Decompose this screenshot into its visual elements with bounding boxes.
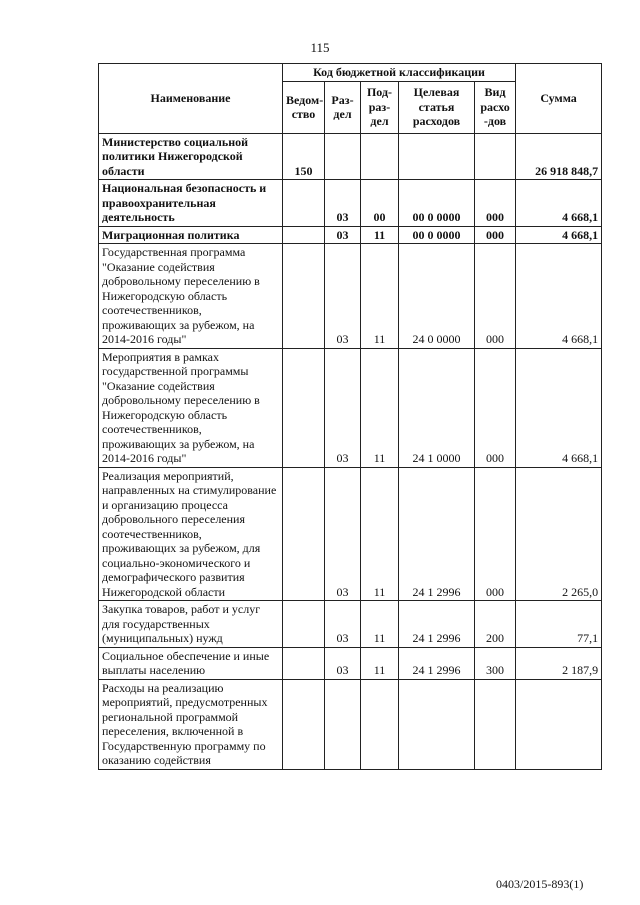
header-statya: Целевая статья расходов	[399, 81, 475, 133]
row-razdel	[325, 679, 361, 769]
table-row	[99, 467, 602, 601]
row-statya: 24 1 2996	[399, 601, 475, 648]
row-statya: 00 0 0000	[399, 180, 475, 227]
row-vedomstvo	[283, 226, 325, 244]
row-vedomstvo	[283, 244, 325, 349]
row-name: Национальная безопасность и правоохранительная деятельность	[99, 180, 283, 227]
row-razdel	[325, 133, 361, 180]
row-vid: 000	[475, 180, 516, 227]
row-vedomstvo: 150	[283, 133, 325, 180]
table-row	[99, 679, 602, 769]
row-vedomstvo	[283, 348, 325, 467]
budget-table	[98, 63, 602, 770]
row-vid	[475, 133, 516, 180]
header-classification-code: Код бюджетной классификации	[283, 64, 516, 82]
row-vid: 200	[475, 601, 516, 648]
row-razdel: 03	[325, 647, 361, 679]
row-summa: 4 668,1	[516, 226, 602, 244]
row-name: Социальное обеспечение и иные выплаты населению	[99, 647, 283, 679]
row-vedomstvo	[283, 647, 325, 679]
row-vedomstvo	[283, 601, 325, 648]
table-row	[99, 133, 602, 180]
row-razdel: 03	[325, 244, 361, 349]
row-statya	[399, 133, 475, 180]
row-name: Государственная программа "Оказание содействия добровольному переселению в Нижегородскую область соотечественников, проживающих за рубежом, на 2014-2016 годы"	[99, 244, 283, 349]
row-vid: 000	[475, 467, 516, 601]
row-razdel: 03	[325, 348, 361, 467]
table-row	[99, 226, 602, 244]
row-razdel: 03	[325, 226, 361, 244]
table-row	[99, 601, 602, 648]
row-vid: 000	[475, 244, 516, 349]
row-razdel: 03	[325, 467, 361, 601]
page-number: 115	[310, 40, 330, 55]
header-razdel: Раз-дел	[325, 81, 361, 133]
row-podrazdel: 00	[361, 180, 399, 227]
row-vid	[475, 679, 516, 769]
row-vedomstvo	[283, 679, 325, 769]
row-name: Закупка товаров, работ и услуг для государственных (муниципальных) нужд	[99, 601, 283, 648]
row-vid: 000	[475, 348, 516, 467]
row-podrazdel: 11	[361, 467, 399, 601]
row-statya	[399, 679, 475, 769]
row-vedomstvo	[283, 467, 325, 601]
row-summa	[516, 679, 602, 769]
table-row	[99, 647, 602, 679]
header-name: Наименование	[99, 64, 283, 134]
row-podrazdel: 11	[361, 226, 399, 244]
row-name: Реализация мероприятий, направленных на стимулирование и организацию процесса добровольного переселения соотечественников, проживающих за рубежом, для социально-экономического и демографического развития Нижегородской области	[99, 467, 283, 601]
row-podrazdel: 11	[361, 647, 399, 679]
table-row	[99, 348, 602, 467]
row-statya: 00 0 0000	[399, 226, 475, 244]
header-vid: Вид расхо -дов	[475, 81, 516, 133]
row-statya: 24 1 2996	[399, 467, 475, 601]
row-podrazdel: 11	[361, 244, 399, 349]
row-vid: 300	[475, 647, 516, 679]
row-podrazdel: 11	[361, 348, 399, 467]
row-vedomstvo	[283, 180, 325, 227]
row-name: Мероприятия в рамках государственной программы "Оказание содействия добровольному переселению в Нижегородскую область соотечественников, проживающих за рубежом, на 2014-2016 годы"	[99, 348, 283, 467]
row-razdel: 03	[325, 180, 361, 227]
row-podrazdel	[361, 679, 399, 769]
row-summa: 4 668,1	[516, 348, 602, 467]
row-summa: 2 265,0	[516, 467, 602, 601]
row-summa: 2 187,9	[516, 647, 602, 679]
row-summa: 4 668,1	[516, 180, 602, 227]
row-name: Расходы на реализацию мероприятий, предусмотренных региональной программой переселения, включенной в Государственную программу по оказанию содействия	[99, 679, 283, 769]
table-row	[99, 180, 602, 227]
row-name: Министерство социальной политики Нижегородской области	[99, 133, 283, 180]
row-statya: 24 1 0000	[399, 348, 475, 467]
row-statya: 24 0 0000	[399, 244, 475, 349]
row-name: Миграционная политика	[99, 226, 283, 244]
row-vid: 000	[475, 226, 516, 244]
header-podrazdel: Под-раз-дел	[361, 81, 399, 133]
row-summa: 4 668,1	[516, 244, 602, 349]
table-row	[99, 244, 602, 349]
row-razdel: 03	[325, 601, 361, 648]
document-code: 0403/2015-893(1)	[496, 877, 584, 891]
row-summa: 77,1	[516, 601, 602, 648]
row-statya: 24 1 2996	[399, 647, 475, 679]
row-podrazdel: 11	[361, 601, 399, 648]
header-vedomstvo: Ведом-ство	[283, 81, 325, 133]
row-summa: 26 918 848,7	[516, 133, 602, 180]
header-sum: Сумма	[516, 64, 602, 134]
row-podrazdel	[361, 133, 399, 180]
